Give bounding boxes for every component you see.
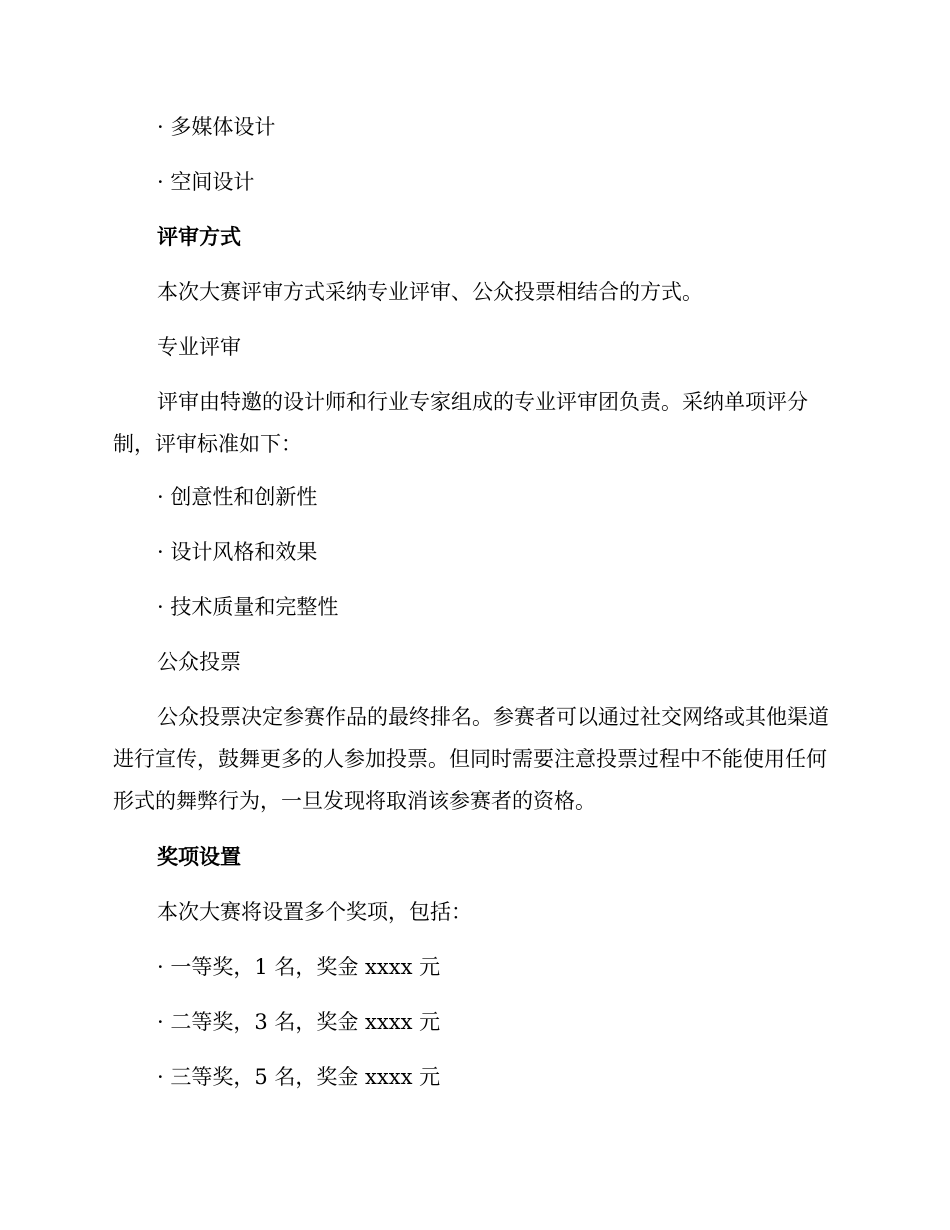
subheading-public-vote: 公众投票 [157,650,241,674]
heading-awards: 奖项设置 [157,844,241,869]
bullet-multimedia-design: · 多媒体设计 [157,115,276,139]
award-first-prize: · 一等奖，1 名，奖金 xxxx 元 [157,955,441,979]
bullet-space-design: · 空间设计 [157,170,255,194]
award-third-prize: · 三等奖，5 名，奖金 xxxx 元 [157,1065,441,1089]
heading-review-method: 评审方式 [157,224,241,249]
award-second-prize: · 二等奖，3 名，奖金 xxxx 元 [157,1010,441,1034]
review-intro: 本次大赛评审方式采纳专业评审、公众投票相结合的方式。 [157,280,703,304]
criterion-style: · 设计风格和效果 [157,540,318,564]
subheading-professional-review: 专业评审 [157,335,241,359]
criterion-quality: · 技术质量和完整性 [157,595,339,619]
professional-review-paragraph: 评审由特邀的设计师和行业专家组成的专业评审团负责。采纳单项评分制，评审标准如下： [113,390,808,456]
criterion-creativity: · 创意性和创新性 [157,485,318,509]
public-vote-paragraph: 公众投票决定参赛作品的最终排名。参赛者可以通过社交网络或其他渠道进行宣传，鼓舞更多的人参加投票。但同时需要注意投票过程中不能使用任何形式的舞弊行为，一旦发现将取消该参赛者的资格。 [113,705,829,813]
awards-intro: 本次大赛将设置多个奖项，包括： [157,900,472,924]
